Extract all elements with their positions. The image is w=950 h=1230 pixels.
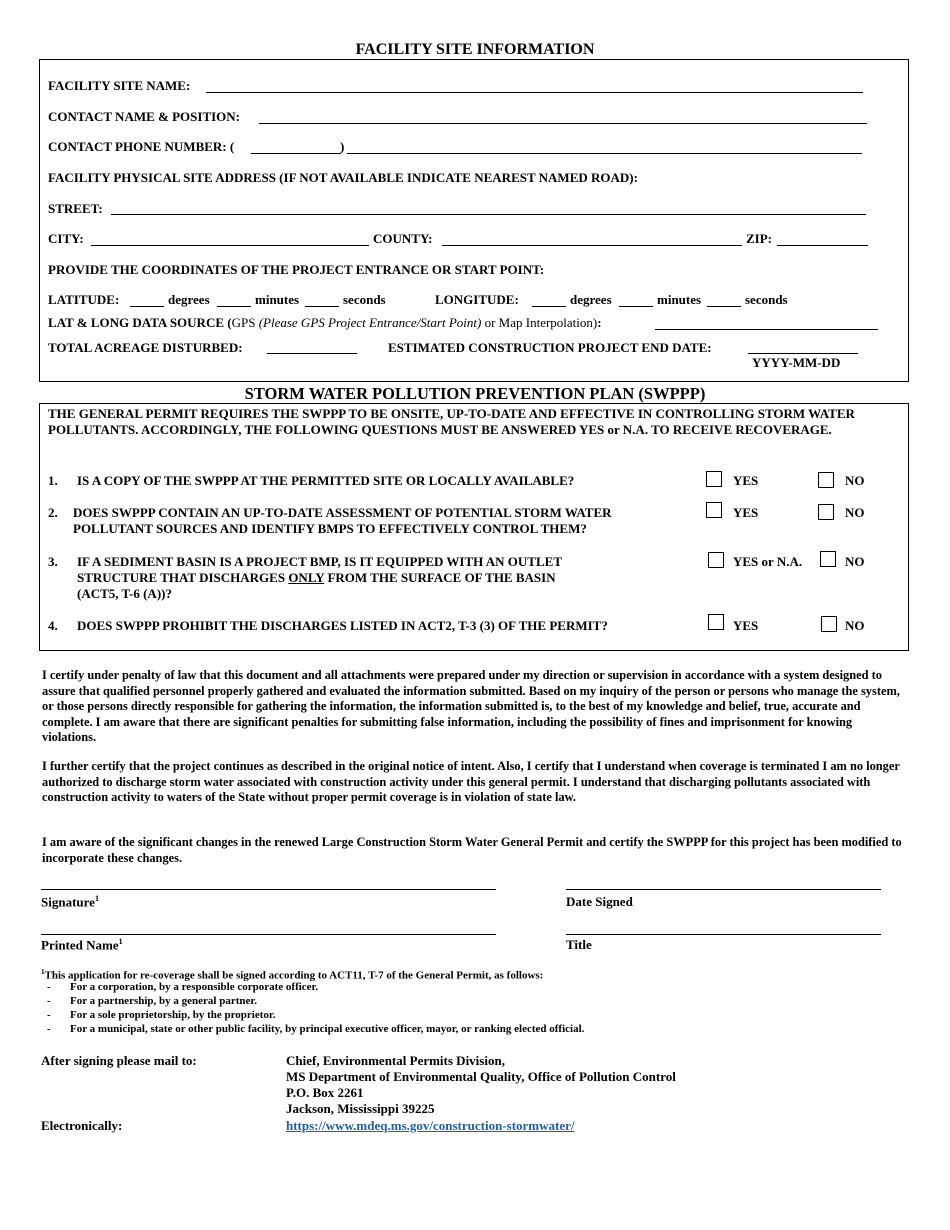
county-field[interactable] (442, 245, 742, 246)
contact-name-label: CONTACT NAME & POSITION: (48, 109, 241, 124)
question-3-number: 3. (48, 554, 58, 569)
mail-address-line: MS Department of Environmental Quality, Office of Pollution Control (286, 1069, 676, 1084)
longitude-seconds-label: seconds (745, 292, 788, 307)
county-label: COUNTY: (373, 231, 433, 246)
swppp-section-title: STORM WATER POLLUTION PREVENTION PLAN (SWPPP) (244, 384, 706, 403)
acreage-label: TOTAL ACREAGE DISTURBED: (48, 340, 243, 355)
certification-paragraph-3: I am aware of the significant changes in the renewed Large Construction Storm Water General Permit and certify the SWPPP for this project has been modified to incorporate these changes. (42, 835, 902, 865)
footnote-item: For a partnership, by a general partner. (70, 995, 257, 1007)
longitude-minutes-label: minutes (657, 292, 702, 307)
question-2-no-checkbox[interactable] (818, 504, 834, 520)
date-signed-field[interactable] (566, 889, 881, 890)
footnote-item: For a corporation, by a responsible corporate officer. (70, 981, 319, 993)
swppp-intro: THE GENERAL PERMIT REQUIRES THE SWPPP TO BE ONSITE, UP-TO-DATE AND EFFECTIVE IN CONTROLLING STORM WATER POLLUTANTS. ACCORDINGLY, THE FOLLOWING QUESTIONS MUST BE ANSWERED YES or N.A. TO RECEIVE RECOVERAGE. (48, 406, 855, 437)
data-source-field[interactable] (655, 329, 878, 330)
question-4-no-label: NO (845, 618, 865, 633)
question-3-no-label: NO (845, 554, 865, 569)
question-2-yes-label: YES (733, 505, 759, 520)
coordinates-heading: PROVIDE THE COORDINATES OF THE PROJECT ENTRANCE OR START POINT: (48, 262, 545, 277)
question-4-no-checkbox[interactable] (821, 616, 837, 632)
question-2-yes-checkbox[interactable] (706, 502, 722, 518)
zip-label: ZIP: (746, 231, 772, 246)
certification-paragraph-2: I further certify that the project continues as described in the original notice of intent. Also, I certify that I understand when coverage is terminated I am no longer authorized to discharge storm water associated with construction activity under this general permit. I understand that discharging pollutants associated with construction activity to waters of the State without proper permit coverage is in violation of state law. (42, 759, 900, 804)
footnote-dash: - (47, 1009, 51, 1021)
question-4-yes-checkbox[interactable] (708, 614, 724, 630)
facility-site-name-label: FACILITY SITE NAME: (48, 78, 191, 93)
question-2-no-label: NO (845, 505, 865, 520)
facility-info-box (39, 59, 909, 382)
question-2-text-line1: DOES SWPPP CONTAIN AN UP-TO-DATE ASSESSMENT OF POTENTIAL STORM WATER (73, 505, 612, 520)
stormwater-website-link[interactable]: https://www.mdeq.ms.gov/construction-stormwater/ (286, 1118, 575, 1133)
contact-phone-label: CONTACT PHONE NUMBER: ( (48, 139, 235, 154)
footnote-dash: - (47, 1023, 51, 1035)
footnote-dash: - (47, 995, 51, 1007)
phone-area-code-field[interactable] (251, 153, 341, 154)
mail-address-line: P.O. Box 2261 (286, 1085, 364, 1100)
question-3-yes-na-checkbox[interactable] (708, 552, 724, 568)
printed-name-label: Printed Name$^1$ (41, 937, 123, 953)
city-field[interactable] (91, 245, 369, 246)
question-1-no-label: NO (845, 473, 865, 488)
phone-close-paren: ) (340, 139, 345, 154)
title-field[interactable] (566, 934, 881, 935)
question-3-no-checkbox[interactable] (820, 551, 836, 567)
question-3-text-line2: STRUCTURE THAT DISCHARGES ONLY FROM THE SURFACE OF THE BASIN (77, 570, 556, 585)
question-2-text-line2: POLLUTANT SOURCES AND IDENTIFY BMPS TO EFFECTIVELY CONTROL THEM? (73, 521, 587, 536)
latitude-degrees-label: degrees (168, 292, 210, 307)
mail-address-line: Jackson, Mississippi 39225 (286, 1101, 435, 1116)
mail-address-line: Chief, Environmental Permits Division, (286, 1053, 505, 1068)
signature-label: Signature$^1$ (41, 894, 99, 910)
footnote-dash: - (47, 981, 51, 993)
certification-paragraph-1: I certify under penalty of law that this document and all attachments were prepared under my direction or supervision in accordance with a system designed to assure that qualified personnel properly gathered and evaluated the information submitted. Based on my inquiry of the person or persons who manage the system, or those persons directly responsible for gathering the information, the information submitted is, to the best of my knowledge and belief, true, accurate and complete. I am aware that there are significant penalties for submitting false information, including the possibility of fines and imprisonment for knowing violations. (42, 668, 900, 744)
electronically-label: Electronically: (41, 1118, 123, 1133)
longitude-minutes-field[interactable] (619, 306, 653, 307)
longitude-seconds-field[interactable] (707, 306, 741, 307)
date-signed-label: Date Signed (566, 894, 633, 909)
question-3-text-line3: (ACT5, T-6 (A))? (77, 586, 172, 601)
mail-to-label: After signing please mail to: (41, 1053, 197, 1068)
question-3-text-line1: IF A SEDIMENT BASIN IS A PROJECT BMP, IS IT EQUIPPED WITH AN OUTLET (77, 554, 562, 569)
address-heading: FACILITY PHYSICAL SITE ADDRESS (IF NOT AVAILABLE INDICATE NEAREST NAMED ROAD): (48, 170, 638, 185)
question-1-number: 1. (48, 473, 58, 488)
printed-name-field[interactable] (41, 934, 496, 935)
latitude-degrees-field[interactable] (130, 306, 164, 307)
end-date-label: ESTIMATED CONSTRUCTION PROJECT END DATE: (388, 340, 712, 355)
question-4-text: DOES SWPPP PROHIBIT THE DISCHARGES LISTED IN ACT2, T-3 (3) OF THE PERMIT? (77, 618, 608, 633)
latitude-seconds-field[interactable] (305, 306, 339, 307)
question-4-yes-label: YES (733, 618, 759, 633)
contact-name-field[interactable] (259, 123, 867, 124)
footnote-item: For a municipal, state or other public facility, by principal executive officer, mayor, or ranking elected official. (70, 1023, 585, 1035)
city-label: CITY: (48, 231, 84, 246)
footnote-heading: $^1$This application for re-coverage shall be signed according to ACT11, T-7 of the General Permit, as follows: (41, 968, 544, 982)
phone-number-field[interactable] (347, 153, 862, 154)
latitude-label: LATITUDE: (48, 292, 120, 307)
question-1-yes-label: YES (733, 473, 759, 488)
street-field[interactable] (111, 214, 866, 215)
title-label: Title (566, 937, 592, 952)
longitude-degrees-label: degrees (570, 292, 612, 307)
data-source-label: LAT & LONG DATA SOURCE (GPS (Please GPS Project Entrance/Start Point) or Map Interpolation): (48, 315, 602, 330)
acreage-field[interactable] (267, 353, 357, 354)
latitude-seconds-label: seconds (343, 292, 386, 307)
latitude-minutes-label: minutes (255, 292, 300, 307)
date-format-hint: YYYY-MM-DD (752, 355, 841, 370)
zip-field[interactable] (777, 245, 868, 246)
question-4-number: 4. (48, 618, 58, 633)
question-1-yes-checkbox[interactable] (706, 471, 722, 487)
question-1-text: IS A COPY OF THE SWPPP AT THE PERMITTED SITE OR LOCALLY AVAILABLE? (77, 473, 575, 488)
question-3-yes-na-label: YES or N.A. (733, 554, 803, 569)
question-2-number: 2. (48, 505, 58, 520)
end-date-field[interactable] (748, 353, 858, 354)
facility-section-title: FACILITY SITE INFORMATION (355, 41, 595, 58)
latitude-minutes-field[interactable] (217, 306, 251, 307)
longitude-label: LONGITUDE: (435, 292, 519, 307)
footnote-item: For a sole proprietorship, by the proprietor. (70, 1009, 276, 1021)
question-1-no-checkbox[interactable] (818, 472, 834, 488)
street-label: STREET: (48, 201, 103, 216)
facility-site-name-field[interactable] (206, 92, 863, 93)
longitude-degrees-field[interactable] (532, 306, 566, 307)
signature-field[interactable] (41, 889, 496, 890)
